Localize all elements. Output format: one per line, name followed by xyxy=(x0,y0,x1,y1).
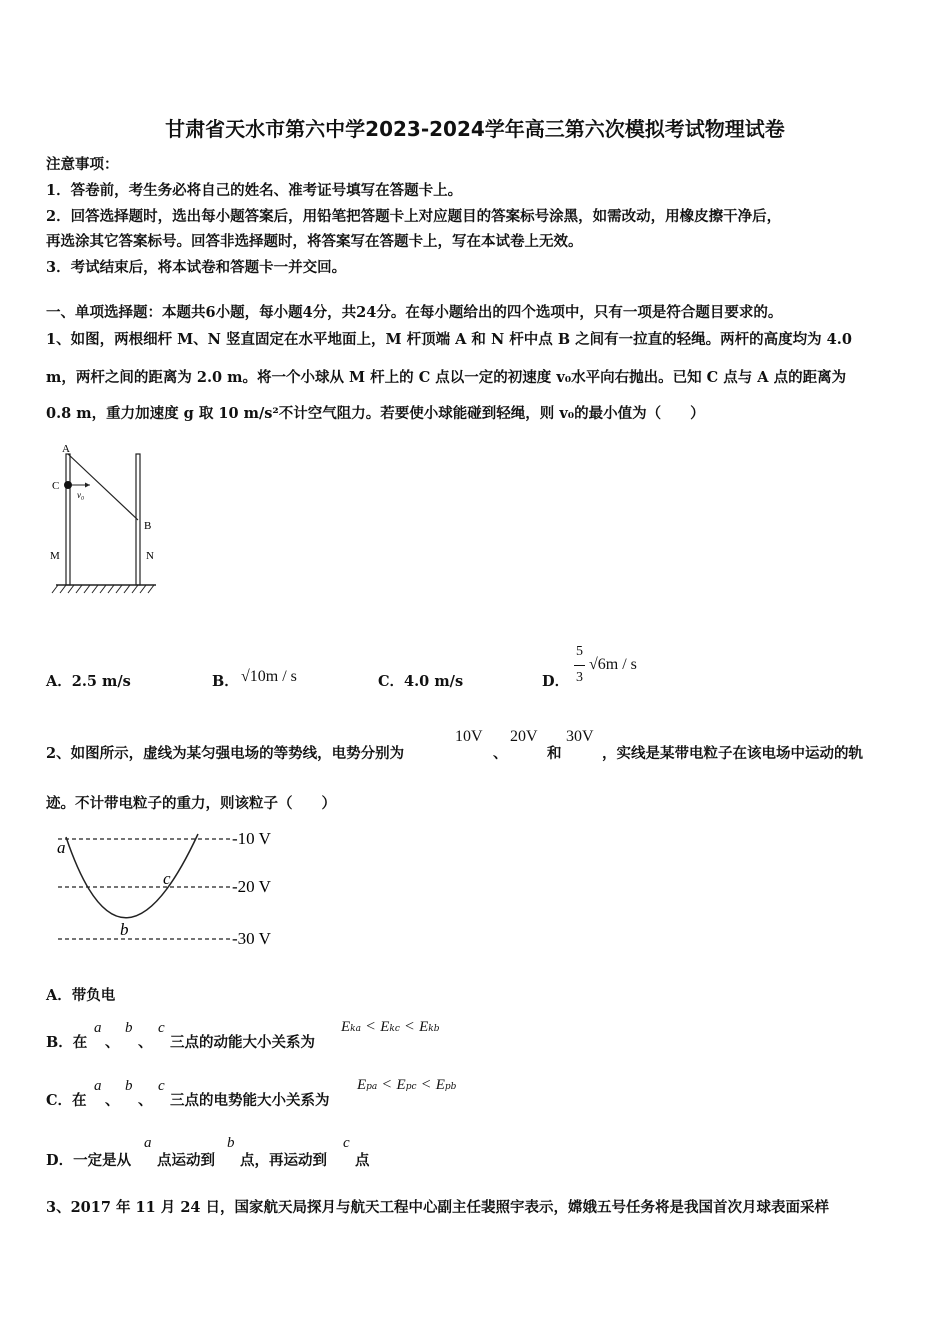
ek-lt-2: < xyxy=(404,1018,415,1035)
q2-b-sep-2: 、 xyxy=(138,1034,153,1051)
q2-line-2: 迹。不计带电粒子的重力，则该粒子（ ） xyxy=(46,795,336,812)
q2-potential-20v: 20V xyxy=(510,728,538,745)
q2-c-b: b xyxy=(125,1078,133,1094)
q2-option-d-mid-1: 点运动到 xyxy=(157,1152,215,1169)
q1-option-b-value: √10m / s xyxy=(241,668,297,685)
q1-line-2: m，两杆之间的距离为 2.0 m。将一个小球从 M 杆上的 C 点以一定的初速度 v₀水平向右抛出。已知 C 点与 A 点的距离为 xyxy=(46,369,847,386)
q2-c-a: a xyxy=(94,1078,102,1094)
label-v0: v₀ xyxy=(77,490,85,500)
ek-sub-1: ka xyxy=(350,1024,361,1034)
point-a-label: a xyxy=(57,838,66,857)
q1-option-d-numerator: 5 xyxy=(576,644,583,659)
q2-potential-30v: 30V xyxy=(566,728,594,745)
q2-c-sep-1: 、 xyxy=(105,1092,120,1109)
ep-sub-3: pb xyxy=(444,1082,457,1092)
q2-d-c: c xyxy=(343,1135,350,1151)
rope xyxy=(68,454,138,520)
q2-line-1-pre: 2、如图所示，虚线为某匀强电场的等势线，电势分别为 xyxy=(46,745,405,762)
q2-option-c-mid: 三点的电势能大小关系为 xyxy=(170,1092,330,1109)
q2-d-b: b xyxy=(227,1135,235,1151)
q2-b-b: b xyxy=(125,1020,133,1036)
q2-b-a: a xyxy=(94,1020,102,1036)
q1-option-d-label: D． xyxy=(542,673,570,690)
q2-option-d-post: 点 xyxy=(355,1152,370,1169)
notice-item-2: 2．回答选择题时，选出每小题答案后，用铅笔把答题卡上对应题目的答案标号涂黑，如需改动，用橡皮擦干净后， xyxy=(46,208,782,225)
q2-ep-relation xyxy=(357,1074,456,1094)
q2-c-c: c xyxy=(158,1078,165,1094)
label-minus-20v: -20 V xyxy=(232,877,271,896)
q2-d-a: a xyxy=(144,1135,152,1151)
page-title: 甘肃省天水市第六中学2023-2024学年高三第六次模拟考试物理试卷 xyxy=(165,117,785,141)
q3-line-1: 3、2017 年 11 月 24 日，国家航天局探月与航天工程中心副主任裴照宇表示，嫦娥五号任务将是我国首次月球表面采样 xyxy=(46,1199,830,1216)
q1-option-a: A．2.5 m/s xyxy=(46,673,131,690)
label-a: A xyxy=(62,443,70,455)
section-heading: 一、单项选择题：本题共6小题，每小题4分，共24分。在每小题给出的四个选项中，只有一项是符合题目要求的。 xyxy=(46,304,783,321)
ep-sub-1: pa xyxy=(366,1082,378,1092)
notice-item-3: 3．考试结束后，将本试卷和答题卡一并交回。 xyxy=(46,259,347,276)
ek-sub-2: kc xyxy=(389,1024,400,1034)
ek-e-3: E xyxy=(419,1019,429,1035)
trajectory xyxy=(66,834,198,918)
q1-option-d-value: √6m / s xyxy=(589,656,637,673)
ep-e-1: E xyxy=(357,1077,367,1093)
ek-sub-3: kb xyxy=(428,1024,440,1034)
point-b-label: b xyxy=(120,920,129,939)
label-m: M xyxy=(50,550,60,562)
q1-option-d-denominator: 3 xyxy=(576,670,583,685)
q2-figure xyxy=(46,820,286,955)
q2-c-sep-2: 、 xyxy=(138,1092,153,1109)
ep-lt-1: < xyxy=(382,1076,392,1093)
ek-lt-1: < xyxy=(366,1018,376,1035)
ek-e-1: E xyxy=(341,1019,351,1035)
label-b: B xyxy=(144,520,152,532)
ep-e-2: E xyxy=(396,1077,406,1093)
label-minus-10v: -10 V xyxy=(232,829,271,848)
q2-b-c: c xyxy=(158,1020,165,1036)
q1-option-b-label: B． xyxy=(212,673,239,690)
q2-sep-1: 、 xyxy=(493,745,508,762)
q1-line-3: 0.8 m，重力加速度 g 取 10 m/s²不计空气阻力。若要使小球能碰到轻绳，则 v₀的最小值为（ ） xyxy=(46,405,705,422)
label-n: N xyxy=(146,550,154,562)
q2-option-c-pre: C．在 xyxy=(46,1092,87,1109)
q2-line-1-post: ，实线是某带电粒子在该电场中运动的轨 xyxy=(602,745,863,762)
q2-ek-relation xyxy=(341,1016,440,1036)
ek-e-2: E xyxy=(380,1019,390,1035)
notice-heading: 注意事项： xyxy=(46,156,119,173)
label-minus-30v: -30 V xyxy=(232,929,271,948)
notice-item-1: 1．答卷前，考生务必将自己的姓名、准考证号填写在答题卡上。 xyxy=(46,182,463,199)
q2-sep-2: 和 xyxy=(547,745,562,762)
q2-option-d-pre: D．一定是从 xyxy=(46,1152,132,1169)
q2-b-sep-1: 、 xyxy=(105,1034,120,1051)
notice-item-2-cont: 再选涂其它答案标号。回答非选择题时，将答案写在答题卡上，写在本试卷上无效。 xyxy=(46,233,583,250)
q2-option-d-mid-2: 点，再运动到 xyxy=(240,1152,327,1169)
fraction-bar xyxy=(574,665,585,666)
q1-line-1: 1、如图，两根细杆 M、N 竖直固定在水平地面上，M 杆顶端 A 和 N 杆中点 B 之间有一拉直的轻绳。两杆的高度均为 4.0 xyxy=(46,331,852,348)
q2-option-b-pre: B．在 xyxy=(46,1034,88,1051)
ep-lt-2: < xyxy=(421,1076,431,1093)
point-c-label: c xyxy=(163,869,171,888)
ep-sub-2: pc xyxy=(405,1082,417,1092)
label-c: C xyxy=(52,480,60,492)
q2-option-a: A．带负电 xyxy=(46,987,116,1004)
pole-m xyxy=(66,454,70,585)
q1-option-c: C．4.0 m/s xyxy=(378,673,464,690)
q2-potential-10v: 10V xyxy=(455,728,483,745)
q1-figure xyxy=(44,440,174,600)
q2-option-b-mid: 三点的动能大小关系为 xyxy=(170,1034,315,1051)
ep-e-3: E xyxy=(435,1077,445,1093)
ball-c xyxy=(64,481,72,489)
